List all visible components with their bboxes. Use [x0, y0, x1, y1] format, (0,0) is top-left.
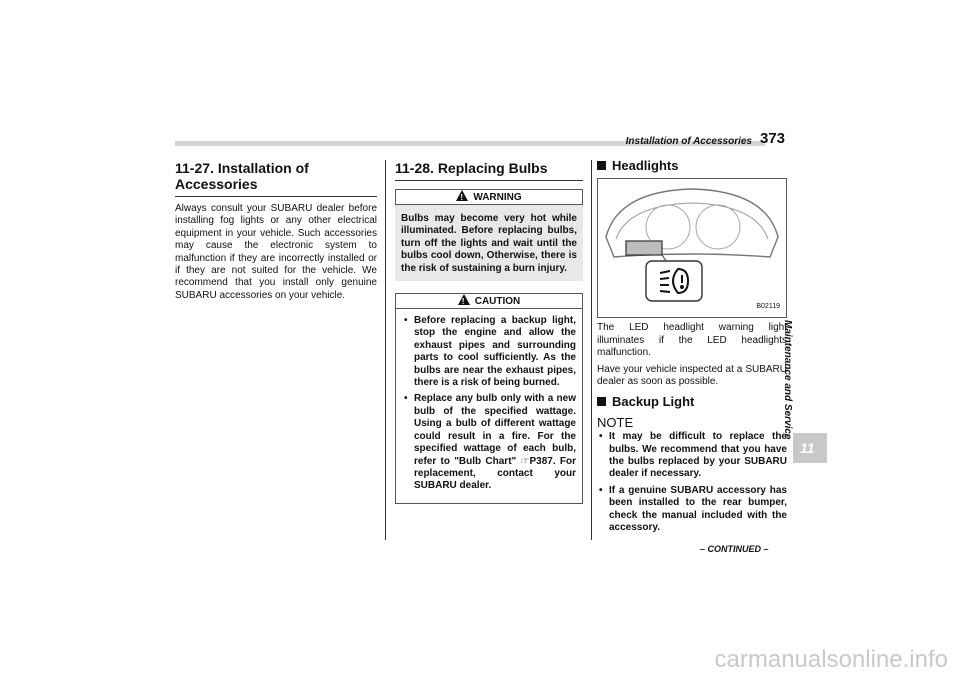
cluster-illustration [598, 179, 786, 317]
square-bullet-icon [597, 397, 606, 406]
warning-header [395, 189, 583, 205]
column-3 [597, 160, 787, 539]
warning-text: Bulbs may become very hot while illuminated. Before replacing bulbs, turn off the lights and wait until the bulbs cool down, Otherwise, there is the risk of sustaining a burn injury. [401, 213, 577, 274]
section-title-accessories: 11-27. Installation of Accessories [175, 160, 309, 192]
caution-header [396, 294, 582, 309]
figure-code: B02119 [756, 303, 780, 310]
caution-box [395, 293, 583, 504]
watermark-footer [0, 646, 960, 678]
section-rule [395, 180, 583, 181]
column-divider-2 [591, 160, 592, 540]
warning-label: WARNING [473, 192, 522, 203]
square-bullet-icon [597, 161, 606, 170]
running-header-title: Installation of Accessories [625, 136, 752, 147]
caution-item: • Before replacing a backup light, stop the engine and allow the exhaust pipes and surrounding parts to cool sufficiently. As the bulbs are near the exhaust pipes, there is a risk of being burned. [402, 315, 576, 389]
note-item: • If a genuine SUBARU accessory has been installed to the rear bumper, check the manual included with the accessory. [597, 485, 787, 535]
column-divider-1 [385, 160, 386, 540]
note-title: NOTE [597, 414, 634, 430]
page-number: 373 [760, 130, 786, 147]
caution-triangle-icon [458, 294, 470, 305]
section-title-bulbs: 11-28. Replacing Bulbs [395, 160, 548, 176]
backup-light-heading: Backup Light [597, 396, 787, 408]
headlight-para-1: The LED headlight warning light illuminates if the LED headlights malfunction. [597, 322, 787, 359]
column-2 [395, 160, 583, 504]
caution-item: • Replace any bulb only with a new bulb of the specified wattage. Using a bulb of different wattage could result in a fire. For the specified wattage of each bulb, refer to "Bulb Chart" ☞P387. For replacement, contact your SUBARU dealer. [402, 393, 576, 492]
note-item: • It may be difficult to replace the bulbs. We recommend that you have the bulbs replaced by your SUBARU dealer if necessary. [597, 431, 787, 481]
instrument-cluster-figure [597, 178, 787, 318]
caution-label: CAUTION [474, 296, 521, 308]
headlight-para-2: Have your vehicle inspected at a SUBARU dealer as soon as possible. [597, 363, 787, 388]
warning-triangle-icon [456, 190, 468, 201]
side-section-label: Maintenance and Service [782, 320, 793, 440]
watermark-text: carmanualsonline.info [714, 646, 948, 673]
accessories-body: Always consult your SUBARU dealer before installing fog lights or any other electrical equipment in your vehicle. Such accessories may cause the electronic system to malfunction if they are incorrectly installed or if they are not suited for the vehicle. We recommend that you install only genuine SUBARU accessories on your vehicle. [175, 203, 377, 301]
note-list [597, 431, 787, 534]
headlights-heading: Headlights [597, 160, 787, 172]
column-1 [175, 160, 377, 302]
warning-box [395, 189, 583, 281]
caution-list [396, 309, 582, 493]
side-chapter-number: 11 [800, 440, 815, 456]
continued-label: – CONTINUED – [700, 544, 769, 554]
section-rule [175, 196, 377, 197]
